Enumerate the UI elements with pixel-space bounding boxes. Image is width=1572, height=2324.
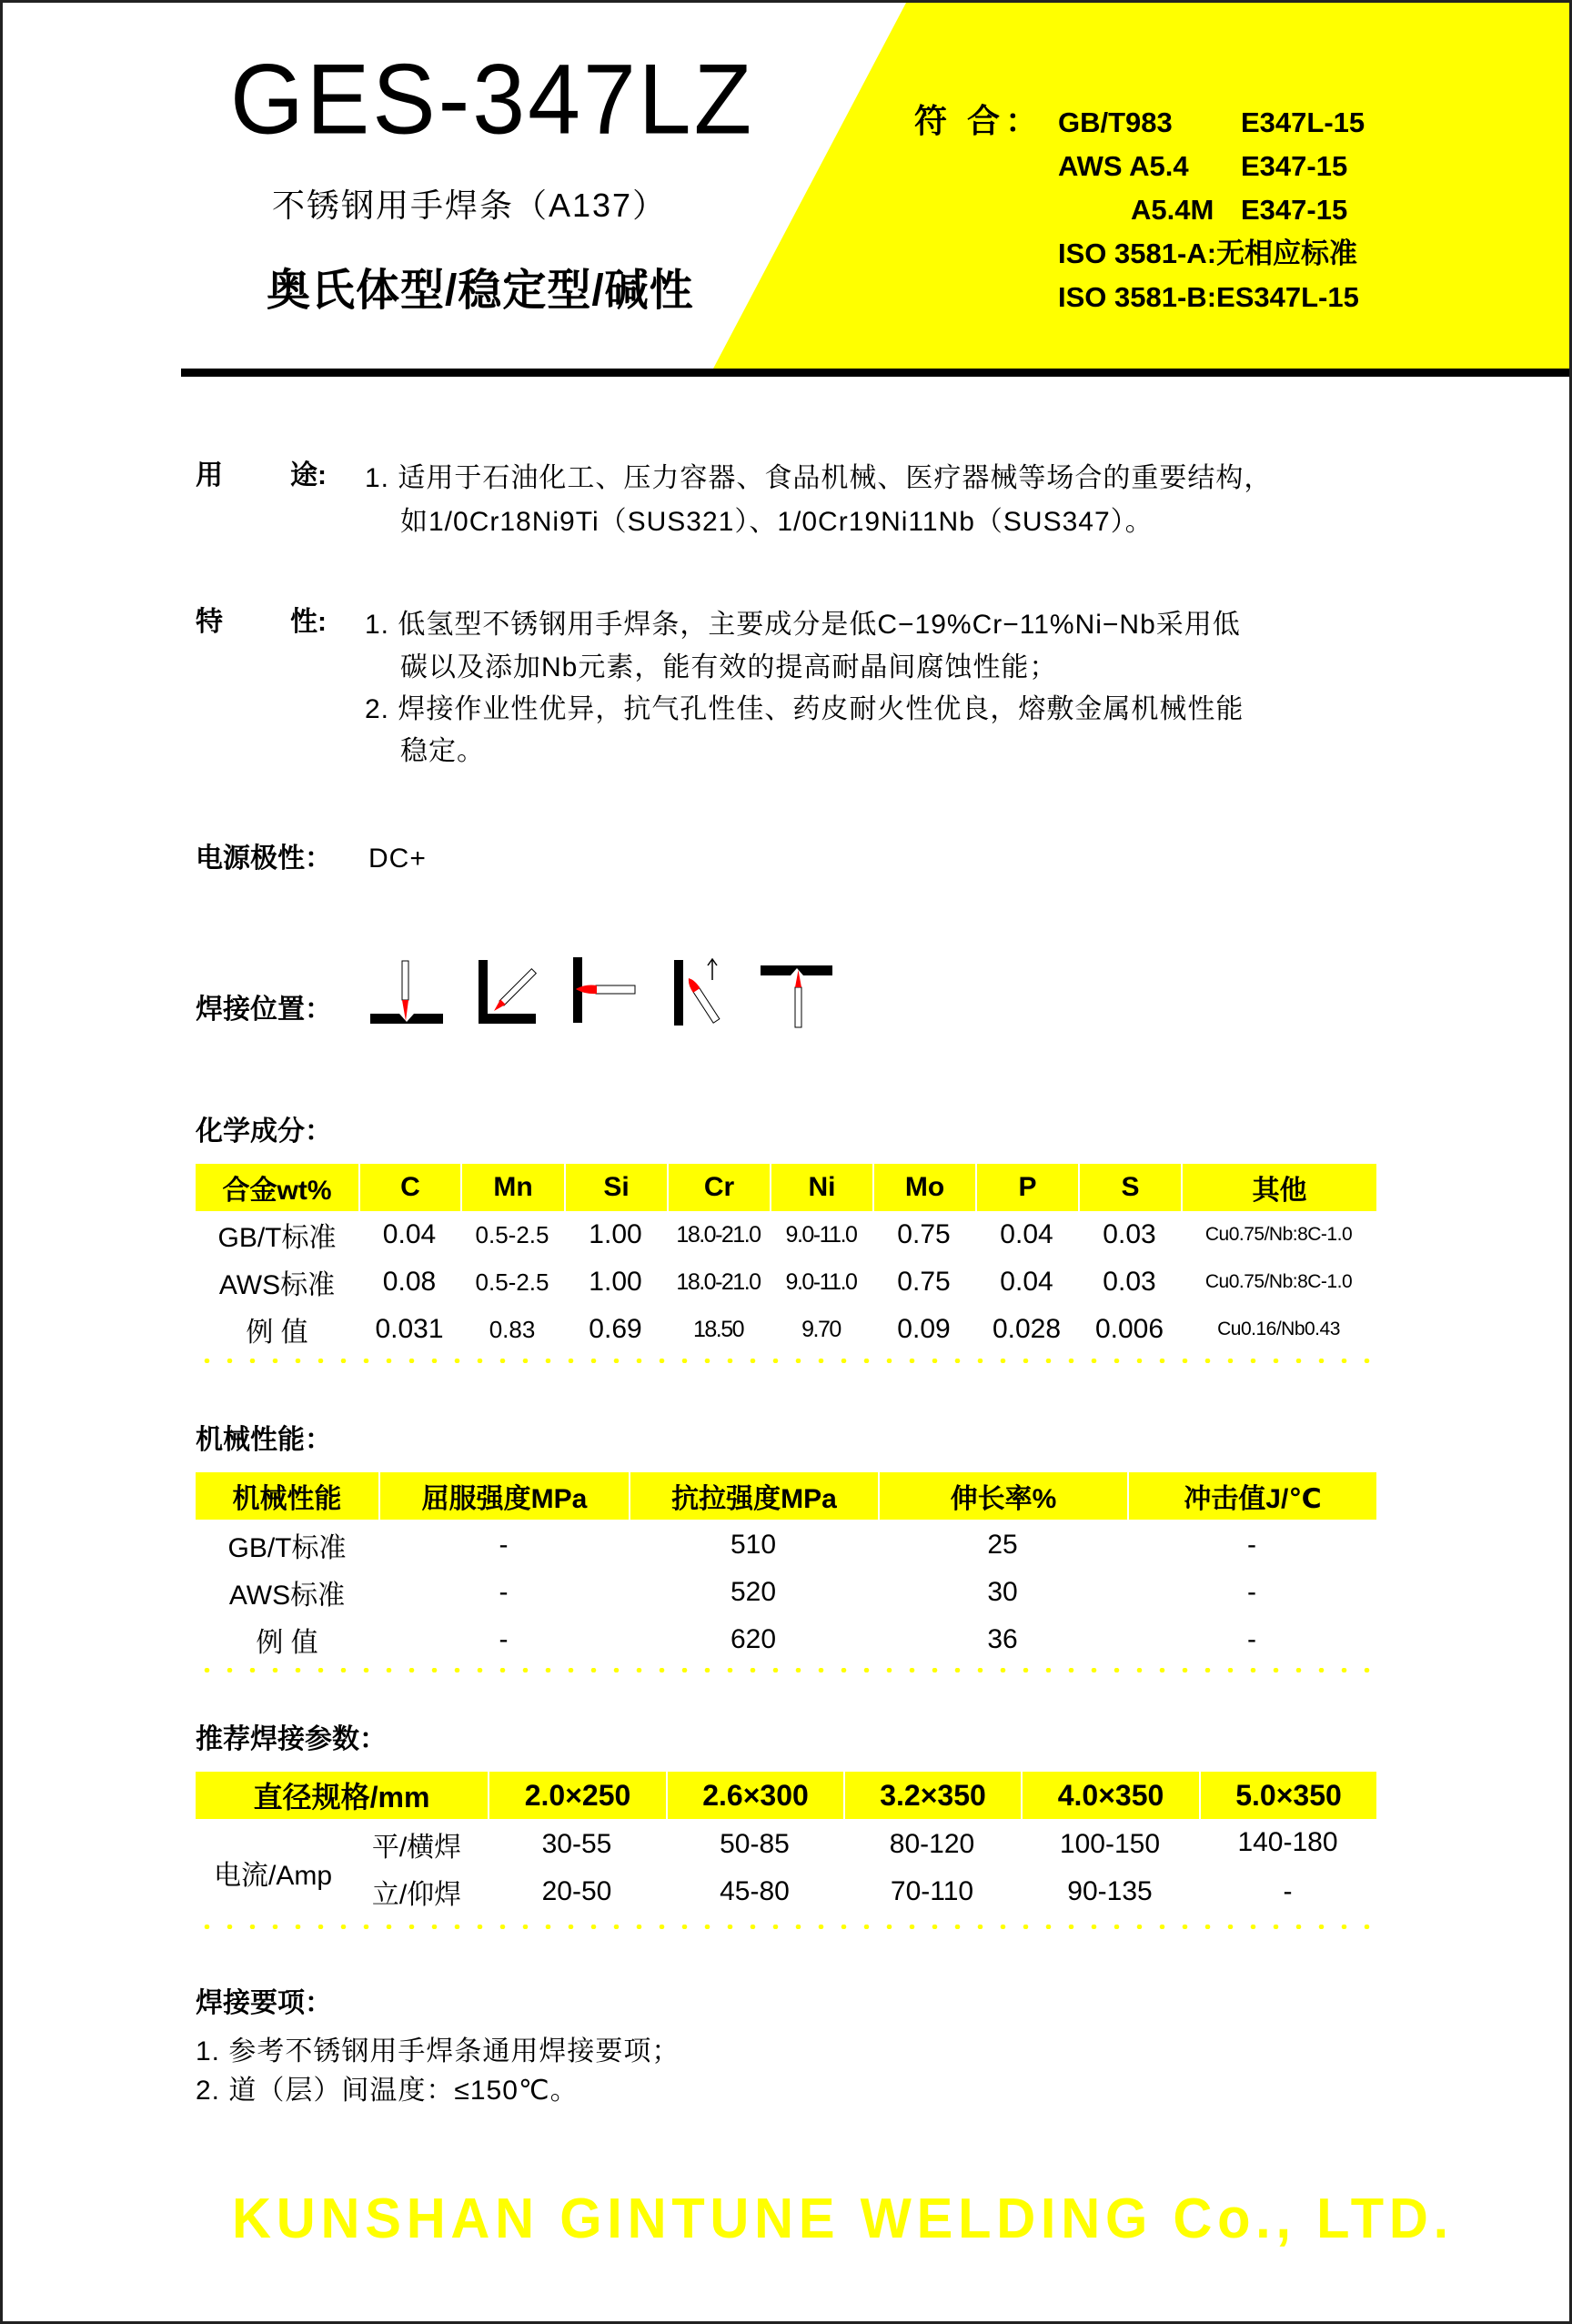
- table-cell: 100-150: [1059, 1829, 1161, 1859]
- table-cell: GB/T标准: [227, 1533, 347, 1563]
- table-cell: 0.75: [897, 1267, 951, 1297]
- features-label-a: 特: [196, 607, 223, 637]
- table-cell: 0.04: [1000, 1267, 1053, 1297]
- notes-line: 2. 道（层）间温度：≤150℃。: [196, 2076, 579, 2106]
- table-cell: Cu0.75/Nb:8C-1.0: [1204, 1224, 1353, 1245]
- features-line: 2. 焊接作业性优异，抗气孔性佳、药皮耐火性优良，熔敷金属机械性能: [365, 694, 1244, 724]
- table-cell: 520: [730, 1577, 777, 1607]
- table-cell: 0.03: [1103, 1219, 1156, 1249]
- table-header-cell: 合金wt%: [196, 1164, 358, 1211]
- table-header-cell: S: [1080, 1164, 1181, 1211]
- dotted-divider: [196, 1359, 1376, 1363]
- table-cell: 620: [730, 1624, 777, 1654]
- company-logo-text: KUNSHAN GINTUNE WELDING Co., LTD.: [232, 2188, 1454, 2250]
- dotted-divider: [196, 1668, 1376, 1672]
- notes-line: 1. 参考不锈钢用手焊条通用焊接要项；: [196, 2036, 680, 2066]
- table-header-cell: 机械性能: [196, 1472, 378, 1520]
- mechanical-title: 机械性能：: [196, 1425, 332, 1455]
- table-header-cell: 2.6×300: [668, 1772, 843, 1819]
- table-cell: 0.031: [375, 1314, 444, 1344]
- table-cell: Cu0.75/Nb:8C-1.0: [1204, 1271, 1353, 1292]
- table-cell: AWS标准: [218, 1270, 336, 1300]
- table-header-cell: Cr: [669, 1164, 770, 1211]
- usage-label-a: 用: [196, 460, 223, 490]
- table-cell: AWS标准: [228, 1581, 346, 1611]
- table-cell: 1.00: [589, 1267, 642, 1297]
- table-cell: 0.5-2.5: [475, 1268, 549, 1296]
- table-cell: GB/T标准: [217, 1223, 337, 1253]
- table-cell: 18.50: [692, 1316, 744, 1342]
- table-cell: 0.028: [992, 1314, 1062, 1344]
- table-cell: -: [1247, 1624, 1256, 1654]
- standard-name: AWS A5.4: [1058, 150, 1189, 182]
- features-label-b: 性:: [290, 607, 327, 637]
- table-cell: 70-110: [890, 1876, 974, 1906]
- table-cell: 20-50: [541, 1876, 612, 1906]
- table-header-cell: 屈服强度MPa: [380, 1472, 629, 1520]
- overhead-position-icon: [761, 965, 832, 1027]
- standard-code: E347-15: [1241, 194, 1348, 226]
- features-line: 稳定。: [400, 736, 485, 766]
- current-label: 电流/Amp: [213, 1861, 333, 1891]
- table-cell: 30-55: [541, 1829, 612, 1859]
- usage-label-b: 途:: [290, 460, 327, 490]
- table-header-cell: 2.0×250: [489, 1772, 666, 1819]
- features-line: 碳以及添加Nb元素，能有效的提高耐晶间腐蚀性能；: [400, 652, 1058, 682]
- welding-position-label: 平/横焊: [371, 1833, 462, 1863]
- table-header-cell: Mn: [462, 1164, 564, 1211]
- table-cell: 140-180: [1237, 1827, 1338, 1857]
- table-cell: -: [499, 1577, 509, 1607]
- standard-name: ISO 3581-B:ES347L-15: [1058, 281, 1359, 313]
- table-header-cell: Si: [566, 1164, 667, 1211]
- table-cell: 0.5-2.5: [475, 1220, 549, 1248]
- features-line: 1. 低氢型不锈钢用手焊条，主要成分是低C−19%Cr−11%Ni−Nb采用低: [365, 610, 1241, 640]
- params-title: 推荐焊接参数：: [196, 1724, 387, 1754]
- vertical-up-position-icon: [674, 959, 720, 1026]
- table-cell: 510: [730, 1530, 777, 1560]
- table-header-cell: 冲击值J/℃: [1129, 1472, 1376, 1520]
- product-subtitle: 不锈钢用手焊条（A137）: [272, 187, 668, 224]
- table-header-cell: 4.0×350: [1023, 1772, 1199, 1819]
- polarity-label: 电源极性：: [196, 844, 332, 874]
- chemical-table: [196, 1164, 1376, 1346]
- standard-code: E347-15: [1241, 150, 1348, 182]
- table-header-cell: Ni: [771, 1164, 872, 1211]
- table-header-cell: 伸长率%: [880, 1472, 1127, 1520]
- dotted-divider: [196, 1925, 1376, 1929]
- header-divider: [181, 369, 1572, 377]
- table-header-cell: 其他: [1183, 1164, 1376, 1211]
- table-cell: 0.83: [489, 1315, 536, 1343]
- table-cell: 9.0-11.0: [785, 1221, 857, 1248]
- table-cell: 例 值: [246, 1318, 308, 1348]
- table-header-cell: P: [977, 1164, 1078, 1211]
- table-cell: -: [1247, 1577, 1256, 1607]
- table-cell: 0.04: [382, 1219, 437, 1249]
- table-header-cell: C: [360, 1164, 460, 1211]
- positions-label: 焊接位置：: [196, 995, 332, 1025]
- conform-label: 符 合：: [914, 102, 1044, 139]
- horizontal-fillet-icon: [479, 960, 537, 1024]
- table-cell: -: [1283, 1876, 1293, 1906]
- product-type: 奥氏体型/稳定型/碱性: [267, 267, 694, 315]
- table-cell: -: [499, 1624, 509, 1654]
- table-header-cell: 5.0×350: [1201, 1772, 1376, 1819]
- table-cell: 50-85: [720, 1829, 790, 1859]
- chemical-title: 化学成分：: [196, 1117, 332, 1147]
- usage-line: 1. 适用于石油化工、压力容器、食品机械、医疗器械等场合的重要结构，: [365, 463, 1273, 493]
- table-cell: 18.0-21.0: [676, 1268, 761, 1295]
- polarity-value: DC+: [368, 844, 427, 874]
- table-cell: 0.75: [897, 1219, 951, 1249]
- welding-position-label: 立/仰焊: [371, 1880, 462, 1910]
- standard-code: E347L-15: [1241, 106, 1365, 138]
- table-cell: 例 值: [256, 1628, 318, 1658]
- standard-name: ISO 3581-A:无相应标准: [1058, 237, 1358, 269]
- params-table: [196, 1772, 1376, 1917]
- table-header-cell: Mo: [874, 1164, 975, 1211]
- table-cell: 0.69: [589, 1314, 642, 1344]
- table-cell: 90-135: [1067, 1876, 1153, 1906]
- table-cell: 9.70: [801, 1316, 841, 1342]
- table-cell: 45-80: [720, 1876, 790, 1906]
- table-cell: 36: [987, 1624, 1018, 1654]
- notes-title: 焊接要项：: [196, 1988, 332, 2018]
- table-cell: 18.0-21.0: [676, 1221, 761, 1248]
- standard-name: A5.4M: [1131, 194, 1214, 226]
- flat-position-icon: [370, 961, 443, 1024]
- mechanical-table: [196, 1472, 1376, 1658]
- table-cell: Cu0.16/Nb0.43: [1217, 1319, 1340, 1339]
- table-cell: 0.03: [1103, 1267, 1156, 1297]
- table-cell: 0.09: [897, 1314, 951, 1344]
- product-code: GES-347LZ: [230, 44, 755, 156]
- table-cell: 0.006: [1094, 1314, 1164, 1344]
- table-cell: 80-120: [889, 1829, 975, 1859]
- table-cell: -: [499, 1530, 509, 1560]
- table-cell: 9.0-11.0: [785, 1268, 857, 1295]
- table-header-cell: 直径规格/mm: [196, 1772, 488, 1819]
- table-cell: 0.04: [1000, 1219, 1053, 1249]
- table-cell: 1.00: [589, 1219, 642, 1249]
- table-header-cell: 3.2×350: [845, 1772, 1021, 1819]
- table-cell: -: [1247, 1530, 1256, 1560]
- table-cell: 0.08: [382, 1267, 437, 1297]
- horizontal-position-icon: [573, 957, 635, 1023]
- table-cell: 25: [987, 1530, 1018, 1560]
- table-header-cell: 抗拉强度MPa: [630, 1472, 878, 1520]
- usage-line: 如1/0Cr18Ni9Ti（SUS321）、1/0Cr19Ni11Nb（SUS347）。: [400, 507, 1154, 537]
- table-cell: 30: [987, 1577, 1018, 1607]
- standard-name: GB/T983: [1058, 106, 1173, 138]
